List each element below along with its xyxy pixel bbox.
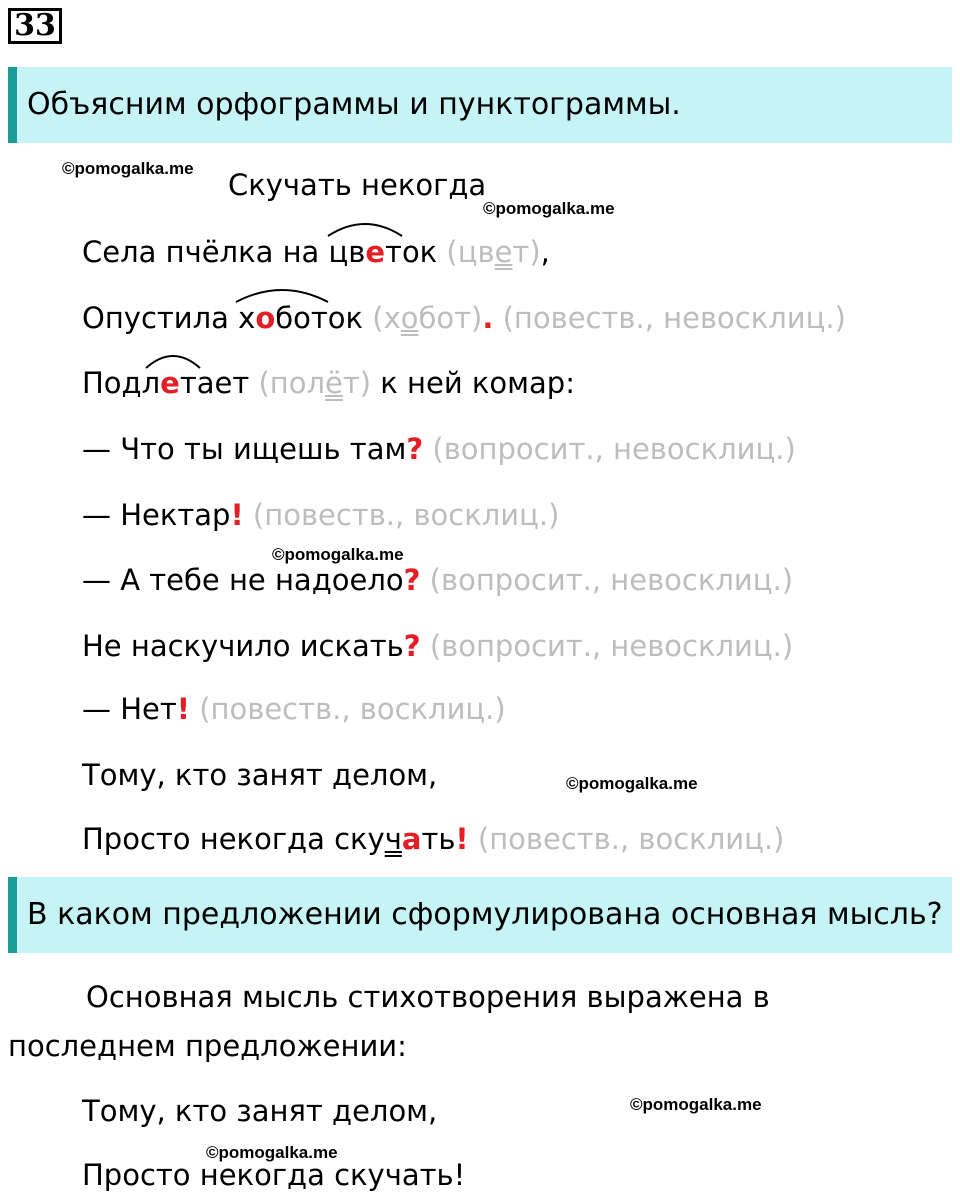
watermark: ©pomogalka.me xyxy=(483,199,615,218)
poem-line-5: — Нектар! (повеств., восклиц.) xyxy=(82,498,560,532)
watermark: ©pomogalka.me xyxy=(206,1143,338,1162)
poem-line-9: Тому, кто занят делом, xyxy=(82,758,438,792)
sentence-type: (вопросит., невосклиц.) xyxy=(429,629,794,663)
poem-line-3: Подлетает (полёт) к ней комар: xyxy=(82,366,575,400)
watermark: ©pomogalka.me xyxy=(272,545,404,564)
sentence-type: (повеств., невосклиц.) xyxy=(502,301,846,335)
poem-title: Скучать некогда xyxy=(228,168,487,202)
spelling-vowel: е xyxy=(160,366,180,400)
section-title: В каком предложении сформулирована основная мысль? xyxy=(27,897,943,932)
spelling-vowel: о xyxy=(255,301,276,335)
check-word: (полёт) xyxy=(258,366,372,400)
root-arc xyxy=(234,284,330,304)
section-title: Объясним орфограммы и пунктограммы. xyxy=(27,87,681,122)
answer-line-1: Основная мысль стихотворения выражена в xyxy=(86,980,770,1014)
check-word: (хобот) xyxy=(372,301,483,335)
watermark: ©pomogalka.me xyxy=(566,774,698,793)
section-header-main-idea xyxy=(8,877,952,953)
poem-line-10: Просто некогда скучать! (повеств., восклиц.) xyxy=(82,822,785,856)
root-arc xyxy=(144,350,202,370)
poem-line-2: Опустила хоботок (хобот). (повеств., невосклиц.) xyxy=(82,301,846,335)
root-arc xyxy=(326,218,404,238)
watermark: ©pomogalka.me xyxy=(630,1095,762,1114)
spelling-vowel: а xyxy=(401,822,422,856)
poem-line-8: — Нет! (повеств., восклиц.) xyxy=(82,692,506,726)
sentence-type: (вопросит., невосклиц.) xyxy=(432,432,796,466)
poem-line-1: Села пчёлка на цветок (цвет), xyxy=(82,235,550,269)
quote-line-1: Тому, кто занят делом, xyxy=(82,1094,438,1128)
answer-line-2: последнем предложении: xyxy=(8,1029,407,1063)
sentence-type: (повеств., восклиц.) xyxy=(252,498,560,532)
watermark: ©pomogalka.me xyxy=(62,159,194,178)
spelling-vowel: е xyxy=(365,235,386,269)
exercise-number: 33 xyxy=(8,8,62,44)
section-header-orthograms xyxy=(8,67,952,143)
sentence-type: (повеств., восклиц.) xyxy=(199,692,506,726)
poem-line-4: — Что ты ищешь там? (вопросит., невосклиц.) xyxy=(82,432,796,466)
poem-line-6: — А тебе не надоело? (вопросит., невосклиц.) xyxy=(82,563,794,597)
check-word: (цвет) xyxy=(446,235,541,269)
quote-line-2: Просто некогда скучать! xyxy=(82,1158,466,1192)
sentence-type: (повеств., восклиц.) xyxy=(477,822,785,856)
poem-line-7: Не наскучило искать? (вопросит., невосклиц.) xyxy=(82,629,794,663)
sentence-type: (вопросит., невосклиц.) xyxy=(429,563,794,597)
